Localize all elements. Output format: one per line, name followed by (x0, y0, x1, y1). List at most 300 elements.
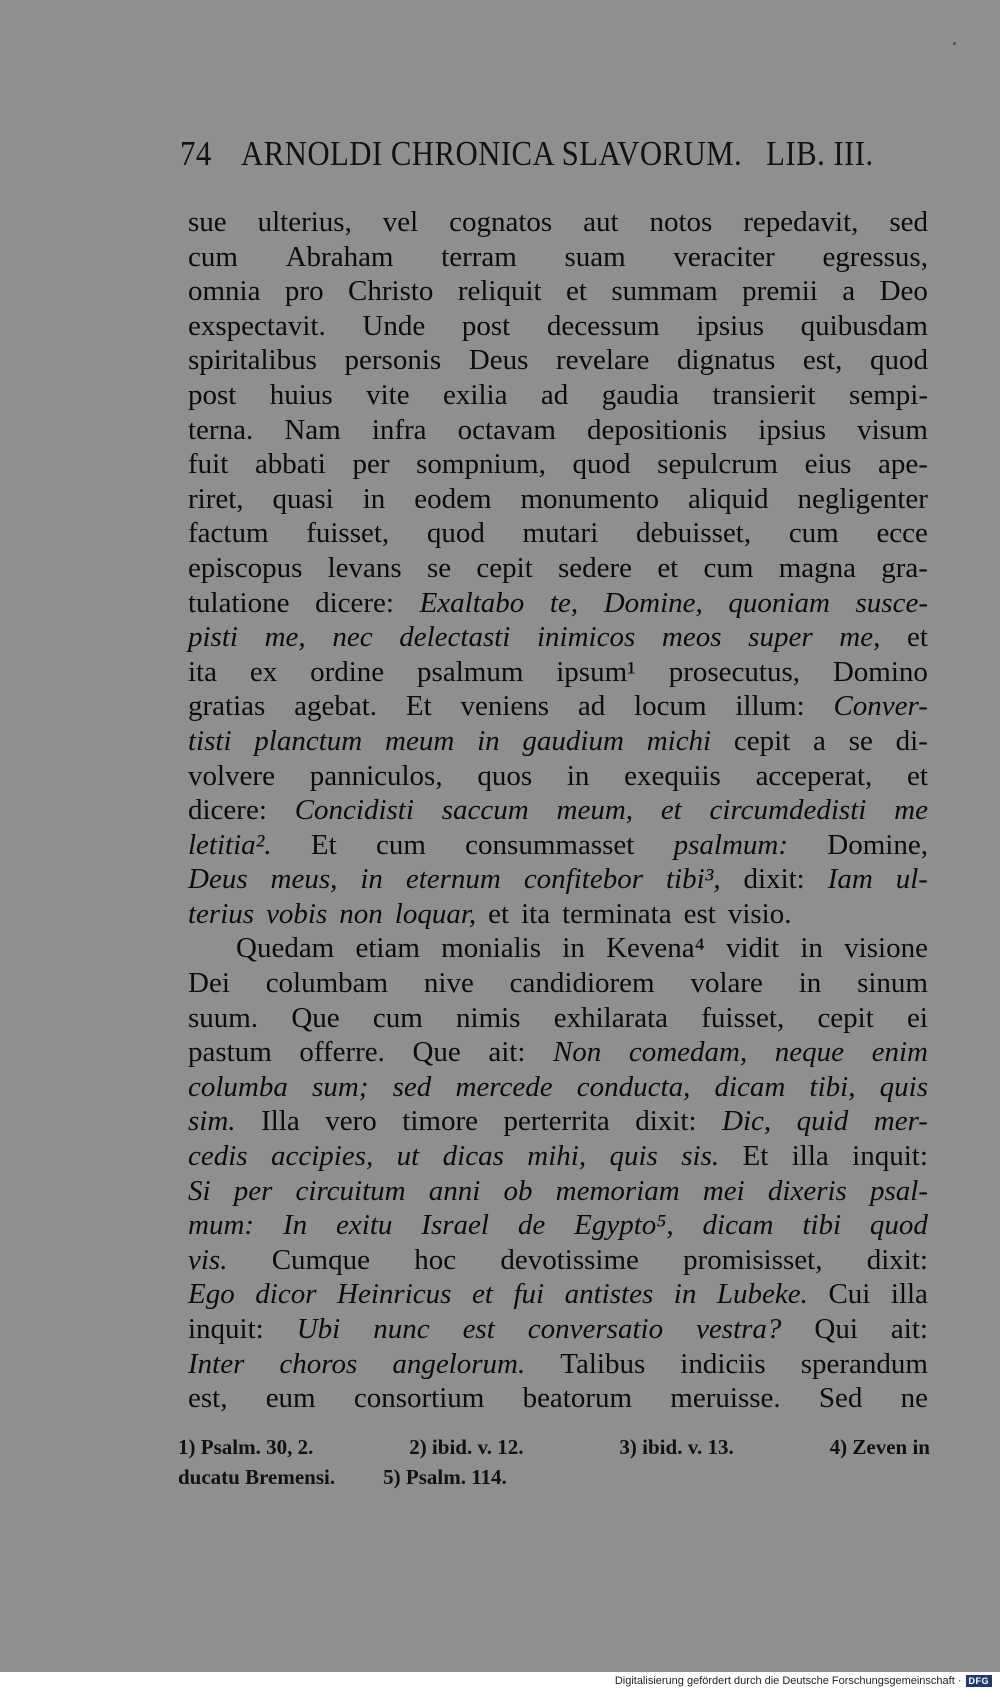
word: negligenter (797, 482, 928, 515)
word: hoc (414, 1243, 457, 1276)
word: non (339, 897, 383, 930)
word: dicere: (315, 586, 394, 619)
text-line (188, 413, 928, 448)
text-line (188, 378, 928, 413)
footnotes (178, 1432, 930, 1492)
word: visione (844, 932, 928, 965)
page-number: 74 (180, 134, 212, 173)
word: nec (332, 621, 373, 654)
word: inimicos (537, 621, 636, 654)
word: Deus (468, 344, 529, 377)
word: dicam (702, 1209, 774, 1242)
word: in (800, 932, 823, 965)
text-line (188, 1277, 928, 1312)
word: Kevena⁴ (606, 932, 705, 965)
text-line (188, 828, 928, 863)
text-line (188, 1208, 928, 1243)
word: et (566, 275, 587, 308)
word: volvere (188, 759, 275, 792)
word: in (566, 759, 590, 792)
word: eius (804, 448, 852, 481)
word: mihi, (527, 1140, 587, 1173)
word: ita (521, 897, 551, 930)
word: visum (857, 413, 928, 446)
word: Deo (879, 275, 928, 308)
word: levans (327, 551, 402, 584)
word: Domino (832, 655, 928, 688)
word: Non (552, 1036, 602, 1069)
word: super (748, 621, 813, 654)
word: pastum (188, 1036, 272, 1069)
text-line (188, 689, 928, 724)
word: quis (879, 1070, 928, 1103)
word: indiciis (680, 1347, 766, 1380)
word: ob (503, 1174, 533, 1207)
text-line (188, 620, 928, 655)
word: psalmum (417, 655, 524, 688)
word: anni (428, 1174, 481, 1207)
word: gaudia (601, 378, 680, 411)
word: meos (661, 621, 722, 654)
word: Cumque (271, 1243, 370, 1276)
word: susce- (855, 586, 928, 619)
digitization-credit (615, 1675, 992, 1687)
word: locum (634, 690, 707, 723)
word: Et (405, 690, 432, 723)
word: consortium (353, 1382, 485, 1415)
text-line (188, 1381, 928, 1416)
word: in (798, 967, 822, 1000)
word: confitebor (523, 863, 644, 896)
word: perterrita (503, 1105, 610, 1138)
text-line (188, 205, 928, 240)
word: reliquit (457, 275, 542, 308)
word: me, (839, 621, 881, 654)
credit-text: Digitalisierung gefördert durch die Deutsche Forschungsgemeinschaft · (614, 1675, 962, 1687)
word: accipies, (271, 1140, 374, 1173)
word: conversatio (527, 1313, 664, 1345)
word: dixit: (866, 1243, 928, 1276)
word: Et (310, 828, 337, 861)
word: Conver- (833, 690, 928, 723)
word: Lubeke. (716, 1278, 808, 1311)
word: Abraham (285, 240, 394, 273)
word: Deus (188, 863, 248, 896)
word: a (813, 724, 826, 757)
word: neque (774, 1036, 845, 1069)
word: dixit: (743, 863, 805, 896)
word: huius (269, 378, 333, 411)
word: memoriam (555, 1174, 680, 1207)
word: exitu (336, 1209, 393, 1242)
word: ei (907, 1001, 928, 1034)
word: ut (396, 1140, 420, 1173)
word: cum (372, 1001, 423, 1034)
word: michi (646, 724, 712, 757)
word: ipsius (696, 309, 764, 342)
page-header (180, 134, 874, 174)
word: Et (742, 1140, 769, 1173)
word: personis (344, 344, 442, 377)
word: Heinricus (337, 1278, 452, 1311)
word: psalmum: (673, 828, 788, 861)
word: est (462, 1313, 495, 1345)
word: antistes (564, 1278, 654, 1311)
dfg-logo: DFG (966, 1675, 993, 1687)
word: Que (412, 1036, 461, 1069)
word: quoniam (728, 586, 830, 619)
word: Israel (421, 1209, 489, 1242)
word: me, (264, 621, 306, 654)
word: sis. (681, 1140, 720, 1173)
word: Qui (814, 1313, 858, 1345)
word: de (517, 1209, 546, 1242)
word: riret, (188, 482, 244, 515)
word: beatorum (522, 1382, 633, 1415)
word: quod (869, 344, 928, 377)
word: quod (869, 1209, 928, 1242)
word: vite (366, 378, 410, 411)
word: ul- (895, 863, 928, 896)
word: in (673, 1278, 697, 1311)
word: ulterius, (257, 206, 352, 238)
word: magna (778, 551, 856, 584)
word: monialis (441, 932, 542, 965)
footnote-3: 3) ibid. v. 13. (619, 1435, 734, 1459)
word: sinum (857, 967, 928, 1000)
word: Inter (188, 1347, 245, 1380)
word: in (360, 863, 383, 896)
word: vidit (725, 932, 780, 965)
word: Nam (284, 413, 341, 446)
word: delectasti (399, 621, 511, 654)
word: columbam (265, 967, 389, 1000)
text-line (188, 551, 928, 586)
word: gra- (881, 551, 928, 584)
word: columba (188, 1070, 288, 1103)
word: revelare (556, 344, 650, 377)
word: te, (549, 586, 579, 619)
word: et (906, 621, 928, 654)
word: se (426, 551, 452, 584)
word: a (842, 275, 856, 308)
word: monumento (520, 482, 660, 515)
word: devotissime (500, 1243, 639, 1276)
word: aut (583, 206, 619, 238)
footnote-4: 4) Zeven in (829, 1435, 930, 1459)
word: Egypto⁵, (574, 1209, 674, 1242)
word: cum (375, 828, 426, 861)
word: gratias (188, 690, 266, 723)
word: mercede (455, 1070, 553, 1103)
word: est (683, 897, 716, 930)
text-line (188, 966, 928, 1001)
word: prosecutus, (668, 655, 800, 688)
word: meum, (556, 794, 634, 827)
word: promisisset, (683, 1243, 823, 1276)
word: exilia (443, 378, 508, 411)
word: di- (895, 724, 928, 757)
word: Iam (827, 863, 873, 896)
word: factum (188, 517, 269, 550)
word: fuisset, (306, 517, 390, 550)
word: loquar, (394, 897, 477, 930)
text-line (188, 482, 928, 517)
book-number: LIB. III. (766, 134, 874, 173)
text-line (188, 447, 928, 482)
word: Domine, (603, 586, 703, 619)
word: et (660, 794, 682, 827)
word: cepit (817, 1001, 874, 1034)
word: cepit (476, 551, 533, 584)
footnote-1: 1) Psalm. 30, 2. (178, 1435, 314, 1459)
word: ordine (310, 655, 385, 688)
word: notos (649, 206, 713, 238)
word: dicas (442, 1140, 504, 1173)
word: quod (572, 448, 631, 481)
text-line (188, 274, 928, 309)
word: candidiorem (509, 967, 655, 1000)
text-line (188, 1312, 928, 1347)
word: etiam (355, 932, 420, 965)
word: octavam (457, 413, 556, 446)
word: sed (392, 1070, 432, 1103)
word: choros (279, 1347, 358, 1380)
word: dixeris (767, 1174, 847, 1207)
text-line (188, 793, 928, 828)
word: veniens (460, 690, 550, 723)
word: transierit (712, 378, 816, 411)
word: eternum (405, 863, 501, 896)
word: meum (385, 724, 455, 757)
word: ipsius (758, 413, 826, 446)
word: sepulcrum (657, 448, 778, 481)
word: ait: (890, 1313, 928, 1345)
word: agebat. (294, 690, 378, 723)
word: pro (284, 275, 324, 308)
footnote-row (178, 1432, 930, 1462)
footnote-2: 2) ibid. v. 12. (409, 1435, 524, 1459)
word: timore (402, 1105, 478, 1138)
word: decessum (546, 309, 660, 342)
word: veraciter (673, 240, 775, 273)
word: fui (513, 1278, 545, 1311)
word: vobis (266, 897, 328, 930)
word: me (894, 794, 928, 827)
word: dicere: (188, 794, 267, 827)
word: ipsum¹ (556, 655, 636, 688)
word: dignatus (676, 344, 776, 377)
word: enim (871, 1036, 928, 1069)
word: volare (690, 967, 763, 1000)
word: Que (291, 1001, 340, 1034)
word: est, (802, 344, 843, 377)
word: quod (426, 517, 485, 550)
word: tibi, (809, 1070, 856, 1103)
word: Christo (348, 275, 434, 308)
word: ex (249, 655, 278, 688)
text-line (188, 1139, 928, 1174)
word: episcopus (188, 551, 303, 584)
word: pisti (188, 621, 238, 654)
word: fuit (188, 448, 229, 481)
word: quos (477, 759, 533, 792)
text-line (188, 1243, 928, 1278)
word: quis (609, 1140, 658, 1173)
word: omnia (188, 275, 261, 308)
word: infra (371, 413, 427, 446)
word: exspectavit. (188, 309, 326, 342)
word: mer- (873, 1105, 928, 1138)
running-title: ARNOLDI CHRONICA SLAVORUM. (241, 134, 743, 173)
word: illa (890, 1278, 928, 1311)
word: nimis (456, 1001, 521, 1034)
word: terna. (188, 413, 254, 446)
word: abbati (254, 448, 326, 481)
word: offerre. (299, 1036, 385, 1069)
body-text (188, 205, 928, 1416)
word: eodem (414, 482, 492, 515)
word: in (562, 932, 585, 965)
word: consummasset (465, 828, 635, 861)
word: cum (788, 517, 839, 550)
word: mutari (522, 517, 599, 550)
word: ecce (876, 517, 928, 550)
word: cepit (733, 724, 791, 757)
word: illum: (735, 690, 805, 723)
word: aliquid (687, 482, 769, 515)
word: Concidisti (294, 794, 414, 827)
word: suum. (188, 1001, 259, 1034)
word: ad (540, 378, 569, 411)
word: sempi- (849, 378, 928, 411)
word: Cui (828, 1278, 871, 1311)
word: angelorum. (392, 1347, 526, 1380)
word: Dic, (722, 1105, 772, 1138)
footnote-4-continued: ducatu Bremensi. (178, 1465, 336, 1489)
text-line (188, 309, 928, 344)
word: sompnium, (416, 448, 546, 481)
text-line (188, 655, 928, 690)
word: Dei (188, 967, 230, 1000)
word: terminata (562, 897, 672, 930)
word: Domine, (827, 828, 928, 861)
word: ape- (878, 448, 928, 481)
word: vel (382, 206, 419, 238)
text-line (188, 1035, 928, 1070)
word: est, (188, 1382, 228, 1415)
word: inquit: (852, 1140, 928, 1173)
word: et (907, 759, 928, 792)
text-line (188, 1070, 928, 1105)
footnote-5: 5) Psalm. 114. (383, 1465, 507, 1489)
word: ad (577, 690, 606, 723)
word: Sed (818, 1382, 863, 1415)
word: in (477, 724, 500, 757)
text-line (188, 897, 928, 932)
word: cognatos (449, 206, 553, 238)
scan-speck (953, 42, 956, 45)
text-line (188, 1174, 928, 1209)
text-line (188, 1104, 928, 1139)
word: depositionis (587, 413, 728, 446)
footnote-row (178, 1462, 930, 1492)
word: sperandum (800, 1347, 928, 1380)
word: egressus, (822, 240, 928, 273)
word: meus, (270, 863, 338, 896)
text-line (188, 931, 928, 966)
word: acceperat, (755, 759, 873, 792)
word: debuisset, (635, 517, 752, 550)
text-line (188, 343, 928, 378)
word: Si (188, 1174, 211, 1207)
word: terram (441, 240, 517, 273)
word: cedis (188, 1140, 248, 1173)
word: nive (423, 967, 474, 1000)
word: Quedam (236, 932, 335, 965)
word: mum: (188, 1209, 255, 1242)
word: tibi (802, 1209, 841, 1242)
word: psal- (869, 1174, 928, 1207)
text-line (188, 862, 928, 897)
word: mei (702, 1174, 745, 1207)
word: eum (265, 1382, 316, 1415)
word: quibusdam (800, 309, 928, 342)
word: repedavit, (743, 206, 859, 238)
word: sed (889, 206, 928, 238)
word: sum; (312, 1070, 369, 1103)
text-line (188, 240, 928, 275)
text-line (188, 759, 928, 794)
word: Unde (362, 309, 426, 342)
word: circumdedisti (709, 794, 867, 827)
word: cum (188, 240, 238, 273)
word: Ubi (296, 1313, 341, 1345)
word: meruisse. (670, 1382, 781, 1415)
word: tibi³, (665, 863, 721, 896)
word: post (461, 309, 511, 342)
word: sim. (188, 1105, 236, 1138)
text-line (188, 1347, 928, 1382)
word: et (657, 551, 679, 584)
word: se (848, 724, 873, 757)
word: gaudium (522, 724, 624, 757)
word: nunc (373, 1313, 430, 1345)
word: sedere (558, 551, 633, 584)
word: Ego (188, 1278, 235, 1311)
word: inquit: (188, 1313, 264, 1345)
word: per (352, 448, 390, 481)
word: cum (703, 551, 754, 584)
word: et (488, 897, 510, 930)
word: post (188, 378, 237, 411)
word: visio. (727, 897, 792, 930)
word: planctum (254, 724, 363, 757)
word: vestra? (696, 1313, 782, 1345)
word: circuitum (295, 1174, 406, 1207)
word: Illa (261, 1105, 300, 1138)
word: dicor (255, 1278, 317, 1311)
word: tisti (188, 724, 232, 757)
word: saccum (441, 794, 529, 827)
word: panniculos, (309, 759, 443, 792)
word: ne (900, 1382, 928, 1415)
word: conducta, (576, 1070, 691, 1103)
word: letitia². (188, 828, 272, 861)
text-line (188, 516, 928, 551)
word: fuisset, (701, 1001, 785, 1034)
word: Talibus (560, 1347, 646, 1380)
